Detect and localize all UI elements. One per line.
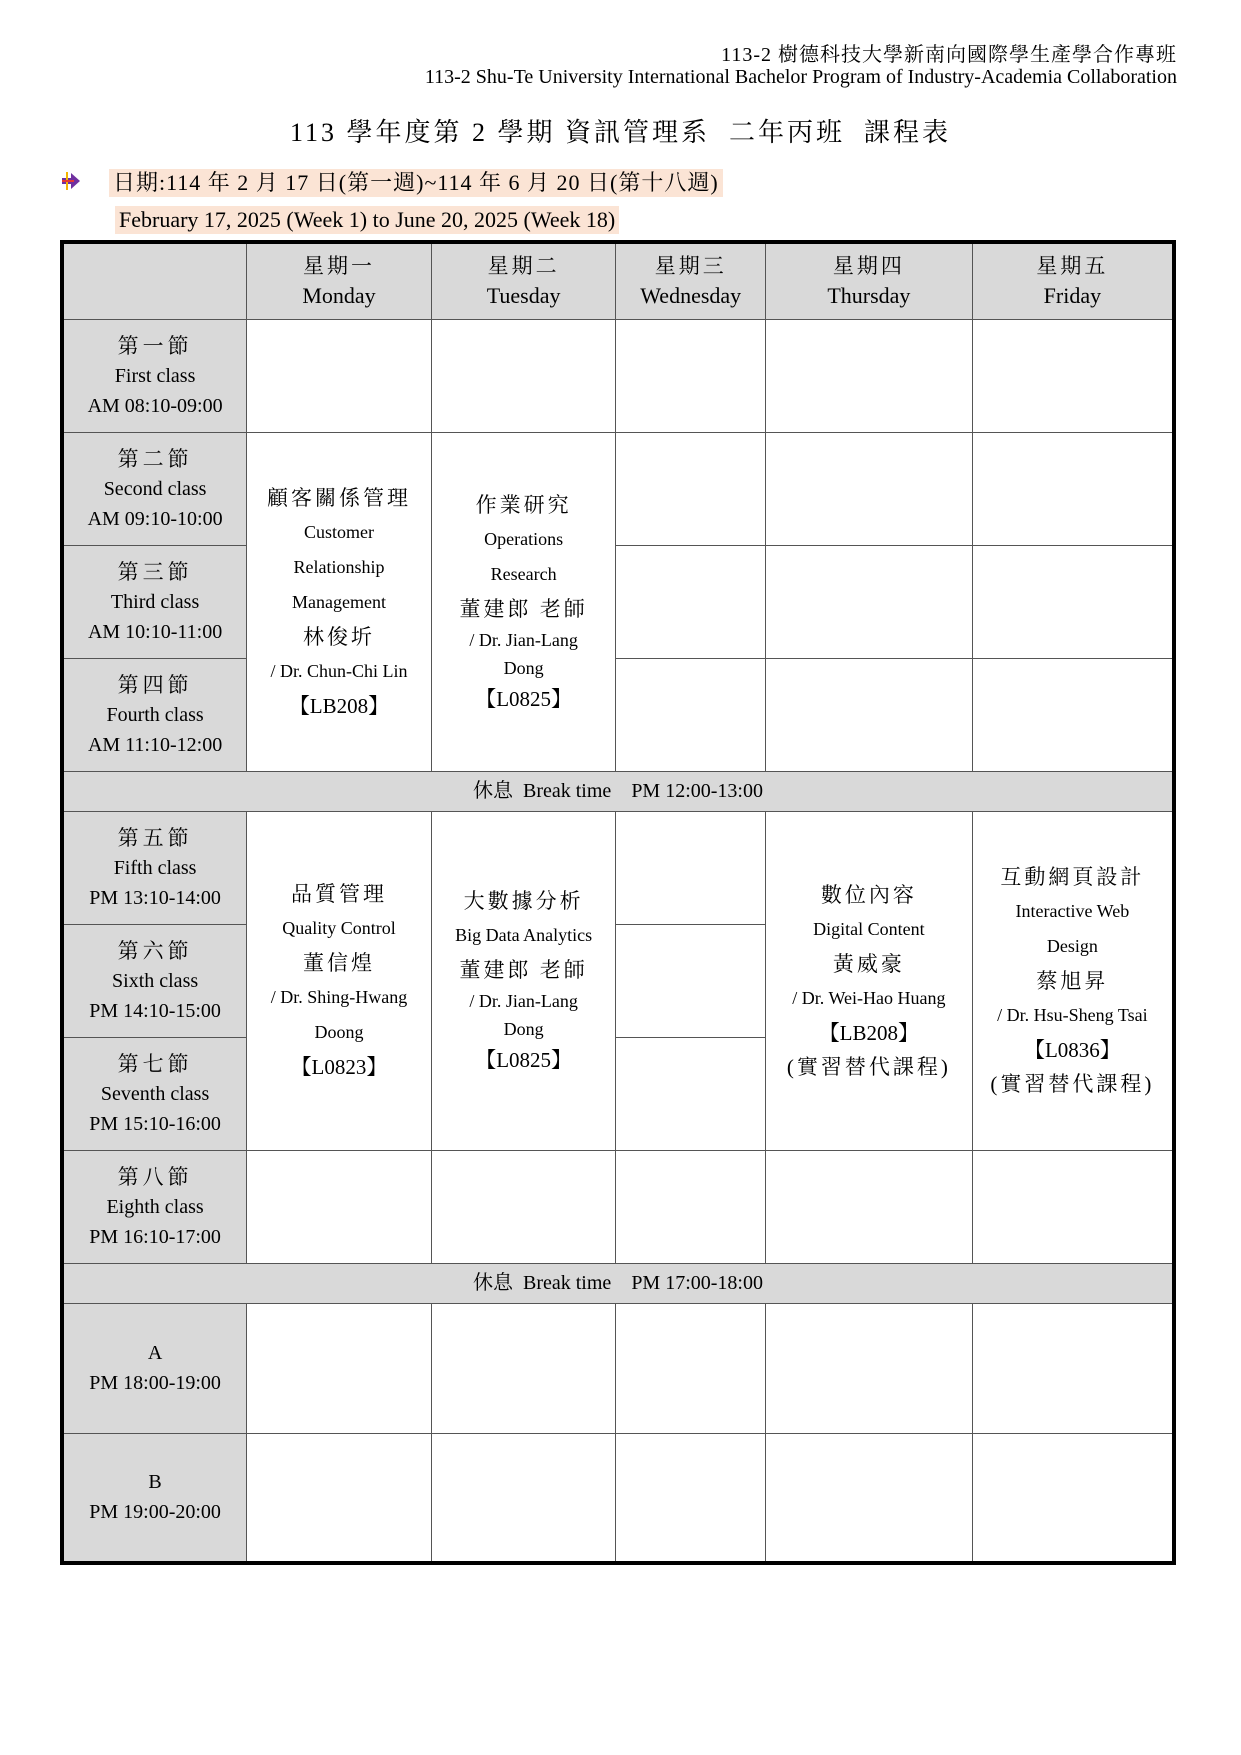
empty-cell xyxy=(431,319,616,432)
empty-cell xyxy=(972,319,1174,432)
empty-cell xyxy=(972,545,1174,658)
bullet-arrow-icon xyxy=(60,170,82,192)
empty-cell xyxy=(766,1303,973,1433)
corner-cell xyxy=(62,242,247,319)
empty-cell xyxy=(616,545,766,658)
empty-cell xyxy=(972,1433,1174,1563)
period-label: 第三節 Third class AM 10:10-11:00 xyxy=(62,545,247,658)
empty-cell xyxy=(616,924,766,1037)
course-digital-content: 數位內容 Digital Content 黃威豪 / Dr. Wei-Hao Huang 【LB208】 (實習替代課程) xyxy=(766,811,973,1150)
course-crm: 顧客關係管理 Customer Relationship Management 林俊圻 / Dr. Chun-Chi Lin 【LB208】 xyxy=(247,432,432,771)
empty-cell xyxy=(616,658,766,771)
empty-cell xyxy=(972,1303,1174,1433)
course-big-data-analytics: 大數據分析 Big Data Analytics 董建郎 老師 / Dr. Jian-Lang Dong 【L0825】 xyxy=(431,811,616,1150)
empty-cell xyxy=(972,658,1174,771)
day-header-tuesday: 星期二 Tuesday xyxy=(431,242,616,319)
period-row xyxy=(62,811,1174,924)
empty-cell xyxy=(247,319,432,432)
empty-cell xyxy=(766,658,973,771)
period-label: 第八節 Eighth class PM 16:10-17:00 xyxy=(62,1150,247,1263)
day-header-friday: 星期五 Friday xyxy=(972,242,1174,319)
period-label: 第四節 Fourth class AM 11:10-12:00 xyxy=(62,658,247,771)
date-range-zh: 日期:114 年 2 月 17 日(第一週)~114 年 6 月 20 日(第十八週) xyxy=(109,169,723,197)
empty-cell xyxy=(616,1037,766,1150)
period-label: A PM 18:00-19:00 xyxy=(62,1303,247,1433)
break-row xyxy=(62,771,1174,811)
empty-cell xyxy=(616,811,766,924)
period-label: B PM 19:00-20:00 xyxy=(62,1433,247,1563)
course-quality-control: 品質管理 Quality Control 董信煌 / Dr. Shing-Hwang Doong 【L0823】 xyxy=(247,811,432,1150)
period-label: 第七節 Seventh class PM 15:10-16:00 xyxy=(62,1037,247,1150)
period-label: 第六節 Sixth class PM 14:10-15:00 xyxy=(62,924,247,1037)
empty-cell xyxy=(766,432,973,545)
page-title: 113 學年度第 2 學期 資訊管理系 二年丙班 課程表 xyxy=(289,118,952,147)
date-range-en: February 17, 2025 (Week 1) to June 20, 2025 (Week 18) xyxy=(115,206,619,234)
day-header-monday: 星期一 Monday xyxy=(247,242,432,319)
empty-cell xyxy=(766,545,973,658)
dinner-break: 休息 Break time PM 17:00-18:00 xyxy=(62,1263,1174,1303)
period-row xyxy=(62,1303,1174,1433)
empty-cell xyxy=(616,432,766,545)
timetable xyxy=(60,240,1176,1565)
period-label: 第五節 Fifth class PM 13:10-14:00 xyxy=(62,811,247,924)
empty-cell xyxy=(616,1433,766,1563)
empty-cell xyxy=(616,319,766,432)
empty-cell xyxy=(247,1150,432,1263)
program-name-zh: 113-2 樹德科技大學新南向國際學生產學合作專班 xyxy=(721,44,1177,66)
period-row xyxy=(62,545,1174,658)
empty-cell xyxy=(247,1303,432,1433)
course-operations-research: 作業研究 Operations Research 董建郎 老師 / Dr. Jian-Lang Dong 【L0825】 xyxy=(431,432,616,771)
break-row xyxy=(62,1263,1174,1303)
empty-cell xyxy=(431,1303,616,1433)
period-row xyxy=(62,1150,1174,1263)
empty-cell xyxy=(972,1150,1174,1263)
empty-cell xyxy=(766,319,973,432)
day-header-row xyxy=(62,242,1174,319)
day-header-wednesday: 星期三 Wednesday xyxy=(616,242,766,319)
empty-cell xyxy=(616,1150,766,1263)
empty-cell xyxy=(616,1303,766,1433)
period-row xyxy=(62,1433,1174,1563)
empty-cell xyxy=(247,1433,432,1563)
period-row xyxy=(62,658,1174,771)
empty-cell xyxy=(972,432,1174,545)
lunch-break: 休息 Break time PM 12:00-13:00 xyxy=(62,771,1174,811)
course-interactive-web-design: 互動網頁設計 Interactive Web Design 蔡旭昇 / Dr. Hsu-Sheng Tsai 【L0836】 (實習替代課程) xyxy=(972,811,1174,1150)
period-row xyxy=(62,319,1174,432)
empty-cell xyxy=(766,1150,973,1263)
empty-cell xyxy=(431,1433,616,1563)
period-row xyxy=(62,432,1174,545)
period-label: 第二節 Second class AM 09:10-10:00 xyxy=(62,432,247,545)
empty-cell xyxy=(766,1433,973,1563)
day-header-thursday: 星期四 Thursday xyxy=(766,242,973,319)
period-label: 第一節 First class AM 08:10-09:00 xyxy=(62,319,247,432)
empty-cell xyxy=(431,1150,616,1263)
program-name-en: 113-2 Shu-Te University International Bachelor Program of Industry-Academia Collaboration xyxy=(424,66,1177,88)
